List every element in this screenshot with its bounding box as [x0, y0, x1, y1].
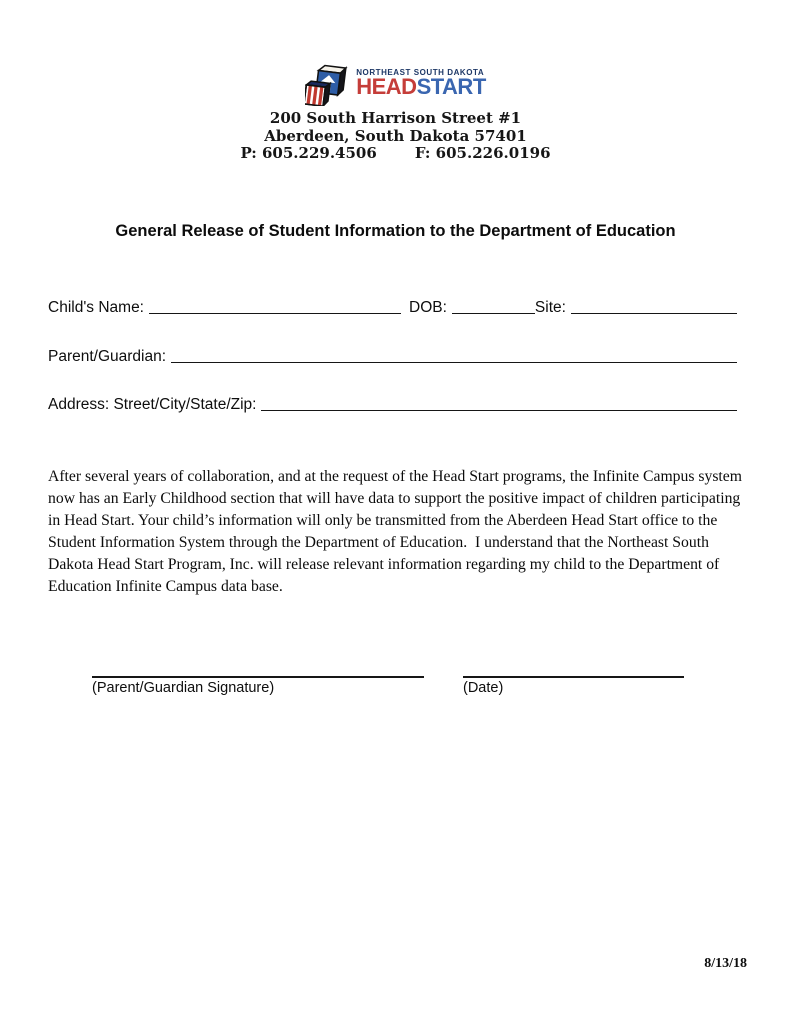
- childs-name-label: Child's Name:: [48, 299, 144, 316]
- logo-head-word: HEAD: [356, 74, 417, 99]
- phone-number: P: 605.229.4506: [240, 144, 377, 162]
- logo-wordmark: [356, 74, 486, 99]
- parent-guardian-label: Parent/Guardian:: [48, 348, 167, 365]
- parent-guardian-field-line[interactable]: [171, 362, 737, 363]
- header-address-block: [0, 110, 791, 163]
- phone-fax-line: [0, 145, 791, 163]
- parent-guardian-row: [48, 348, 737, 366]
- logo-start-word: START: [416, 74, 486, 99]
- parent-signature-label: (Parent/Guardian Signature): [92, 680, 275, 696]
- address-line-2: Aberdeen, South Dakota 57401: [264, 126, 527, 145]
- logo-text: [356, 68, 486, 97]
- address-field-line[interactable]: [261, 410, 737, 411]
- child-info-row: [48, 299, 737, 317]
- headstart-logo: [0, 60, 791, 106]
- childs-name-field-line[interactable]: [149, 313, 401, 314]
- logo-org-line: NORTHEAST SOUTH DAKOTA: [356, 68, 485, 77]
- address-row: [48, 396, 737, 414]
- revision-date: 8/13/18: [704, 956, 747, 971]
- site-field-line[interactable]: [571, 313, 737, 314]
- address-label: Address: Street/City/State/Zip:: [48, 396, 257, 413]
- release-statement-paragraph: After several years of collaboration, and at the request of the Head Start programs, the Infinite Campus system now has an Early Childhood section that will have data to support the positive impact of children participating in Head Start. Your child’s information will only be transmitted from the Aberdeen Head Start office to the Student Information System through the Department of Education. I understand that the Northeast South Dakota Head Start Program, Inc. will release relevant information regarding my child to the Department of Education Infinite Campus data base.: [48, 468, 746, 595]
- site-label: Site:: [534, 299, 566, 316]
- parent-signature-block: [92, 676, 424, 696]
- dob-field-line[interactable]: [452, 313, 535, 314]
- date-signature-block: [463, 676, 684, 696]
- date-label: (Date): [463, 680, 504, 696]
- dob-label: DOB:: [409, 299, 447, 316]
- stacked-blocks-logo-icon: [305, 60, 349, 106]
- address-line-1: 200 South Harrison Street #1: [269, 109, 522, 127]
- fax-number: F: 605.226.0196: [414, 144, 551, 162]
- document-title: General Release of Student Information to the Department of Education: [115, 222, 676, 240]
